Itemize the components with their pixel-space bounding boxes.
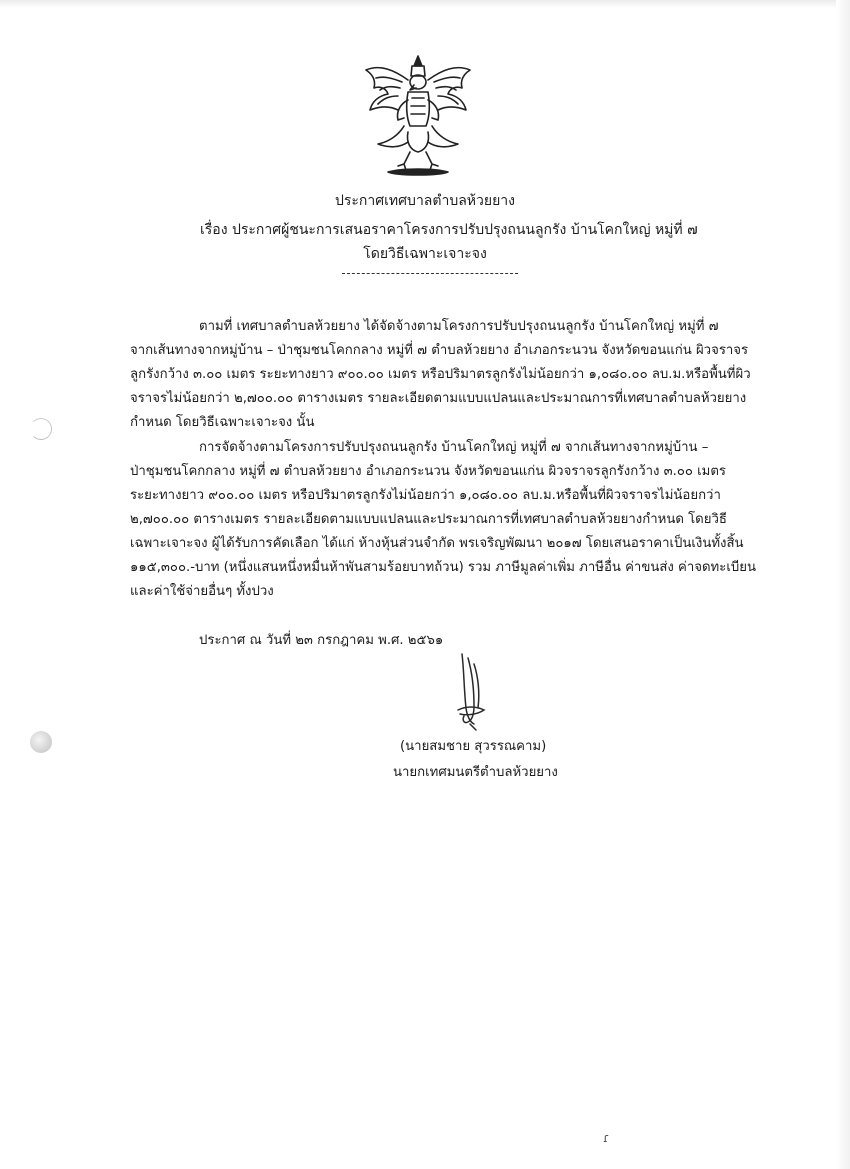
scan-edge: [0, 0, 850, 8]
para1-line: จากเส้นทางจากหมู่บ้าน – ป่าชุมชนโคกกลาง หมู่ที่ ๗ ตำบลห้วยยาง อำเภอกระนวน จังหวัดขอนแก่น ผิวจราจร: [130, 343, 749, 358]
para2-line: ๒,๗๐๐.๐๐ ตารางเมตร รายละเอียดตามแบบแปลนและประมาณการที่เทศบาลตำบลห้วยยางกำหนด โดยวิธี: [130, 512, 727, 527]
handwritten-signature: [448, 650, 498, 732]
para2-line: ระยะทางยาว ๙๐๐.๐๐ เมตร หรือปริมาตรลูกรังไม่น้อยกว่า ๑,๐๘๐.๐๐ ลบ.ม.หรือพื้นที่ผิวจราจรไม่น้อยกว่า: [130, 488, 721, 503]
para2-line: ป่าชุมชนโคกกลาง หมู่ที่ ๗ ตำบลห้วยยาง อำเภอกระนวน จังหวัดขอนแก่น ผิวจราจรลูกรังกว้าง ๓.๐๐ เมตร: [130, 464, 726, 479]
header-line-3: โดยวิธีเฉพาะเจาะจง: [363, 246, 487, 262]
para2-line: และค่าใช้จ่ายอื่นๆ ทั้งปวง: [130, 584, 274, 599]
para2-line: เฉพาะเจาะจง ผู้ได้รับการคัดเลือก ได้แก่ ห้างหุ้นส่วนจำกัด พรเจริญพัฒนา ๒๐๑๗ โดยเสนอราคาเป็นเงินทั้งสิ้น: [130, 536, 744, 551]
scan-edge: [836, 0, 850, 1169]
header-line-1: ประกาศเทศบาลตำบลห้วยยาง: [335, 193, 515, 209]
scan-speck: ɾ: [603, 1131, 610, 1145]
signatory-position: นายกเทศมนตรีตำบลห้วยยาง: [393, 765, 558, 780]
para1-line: ตามที่ เทศบาลตำบลห้วยยาง ได้จัดจ้างตามโครงการปรับปรุงถนนลูกรัง บ้านโคกใหญ่ หมู่ที่ ๗: [199, 319, 719, 334]
header-divider: [342, 273, 518, 274]
punch-hole: [30, 731, 52, 753]
garuda-emblem-icon: [358, 52, 478, 180]
para1-line: จราจรไม่น้อยกว่า ๒,๗๐๐.๐๐ ตารางเมตร รายละเอียดตามแบบแปลนและประมาณการที่เทศบาลตำบลห้วยยาง: [130, 391, 747, 406]
header-line-2: เรื่อง ประกาศผู้ชนะการเสนอราคาโครงการปรับปรุงถนนลูกรัง บ้านโคกใหญ่ หมู่ที่ ๗: [200, 222, 698, 238]
para1-line: กำหนด โดยวิธีเฉพาะเจาะจง นั้น: [130, 415, 315, 430]
punch-hole: [30, 418, 52, 440]
para2-line: การจัดจ้างตามโครงการปรับปรุงถนนลูกรัง บ้านโคกใหญ่ หมู่ที่ ๗ จากเส้นทางจากหมู่บ้าน –: [199, 440, 709, 455]
para1-line: ลูกรังกว้าง ๓.๐๐ เมตร ระยะทางยาว ๙๐๐.๐๐ เมตร หรือปริมาตรลูกรังไม่น้อยกว่า ๑,๐๘๐.๐๐ ลบ.ม.หรือพื้นที่ผิว: [130, 367, 751, 382]
announce-date: ประกาศ ณ วันที่ ๒๓ กรกฎาคม พ.ศ. ๒๕๖๑: [199, 633, 444, 648]
signatory-name: (นายสมชาย สุวรรณคาม): [400, 739, 547, 754]
para2-line: ๑๑๕,๓๐๐.-บาท (หนึ่งแสนหนึ่งหมื่นห้าพันสามร้อยบาทถ้วน) รวม ภาษีมูลค่าเพิ่ม ภาษีอื่น ค่าขนส่ง ค่าจดทะเบียน: [130, 560, 756, 575]
